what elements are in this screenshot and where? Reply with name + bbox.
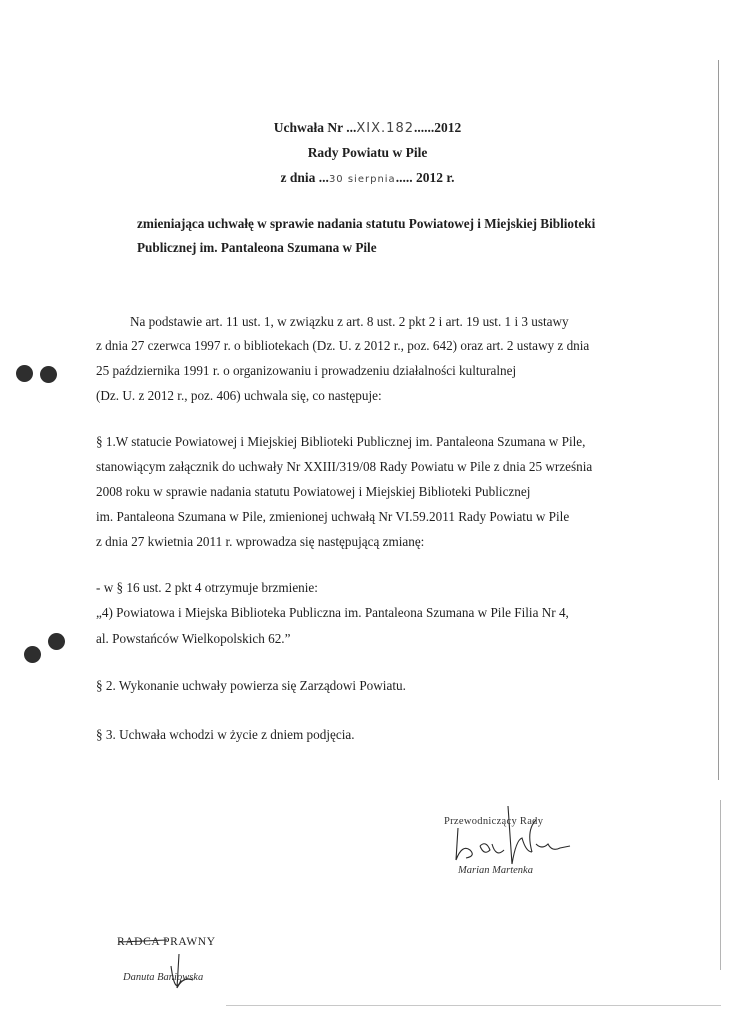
- scan-bottom-line: [226, 1005, 721, 1006]
- change-line: al. Powstańców Wielkopolskich 62.”: [96, 631, 291, 646]
- legal-counsel-title: RADCA PRAWNY: [117, 936, 216, 948]
- punch-hole: [24, 646, 41, 663]
- resolution-date: z dnia ...30 sierpnia..... 2012 r.: [280, 170, 455, 185]
- preamble-line: (Dz. U. z 2012 r., poz. 406) uchwala się, co następuje:: [96, 388, 382, 403]
- legal-counsel-stamp: [117, 936, 257, 996]
- scan-edge-line: [720, 800, 721, 970]
- punch-hole: [16, 365, 33, 382]
- change-line: „4) Powiatowa i Miejska Biblioteka Publiczna im. Pantaleona Szumana w Pile Filia Nr 4,: [96, 605, 569, 620]
- punch-hole: [40, 366, 57, 383]
- section-3: § 3. Uchwała wchodzi w życie z dniem podjęcia.: [96, 727, 355, 742]
- preamble-line: Na podstawie art. 11 ust. 1, w związku z art. 8 ust. 2 pkt 2 i art. 19 ust. 1 i 3 ustawy: [130, 314, 569, 329]
- signature-name: Marian Martenka: [458, 865, 533, 876]
- handwritten-signature: [436, 800, 586, 880]
- punch-hole: [48, 633, 65, 650]
- signature-title: Przewodniczący Rady: [444, 816, 544, 827]
- change-line: - w § 16 ust. 2 pkt 4 otrzymuje brzmienie:: [96, 580, 318, 595]
- scan-edge-line: [718, 60, 719, 780]
- council-name: Rady Powiatu w Pile: [307, 145, 428, 160]
- preamble-line: 25 października 1991 r. o organizowaniu i prowadzeniu działalności kulturalnej: [96, 363, 517, 378]
- subject-line: Publicznej im. Pantaleona Szumana w Pile: [137, 240, 377, 255]
- subject-line: zmieniająca uchwałę w sprawie nadania statutu Powiatowej i Miejskiej Biblioteki: [137, 216, 596, 231]
- section-1-line: 2008 roku w sprawie nadania statutu Powiatowej i Miejskiej Biblioteki Publicznej: [96, 484, 531, 499]
- resolution-subject: [137, 212, 657, 260]
- preamble-line: z dnia 27 czerwca 1997 r. o bibliotekach (Dz. U. z 2012 r., poz. 642) oraz art. 2 ustawy z dnia: [96, 338, 590, 353]
- chairman-signature-block: [436, 800, 586, 880]
- section-2: § 2. Wykonanie uchwały powierza się Zarządowi Powiatu.: [96, 678, 406, 693]
- section-1-line: im. Pantaleona Szumana w Pile, zmienionej uchwałą Nr VI.59.2011 Rady Powiatu w Pile: [96, 509, 570, 524]
- section-1-line: stanowiącym załącznik do uchwały Nr XXIII/319/08 Rady Powiatu w Pile z dnia 25 września: [96, 459, 593, 474]
- section-1-line: § 1.W statucie Powiatowej i Miejskiej Biblioteki Publicznej im. Pantaleona Szumana w Pile,: [96, 434, 586, 449]
- resolution-number: Uchwała Nr ...XIX.182......2012: [273, 120, 462, 136]
- legal-counsel-signature: [117, 936, 257, 996]
- section-1-line: z dnia 27 kwietnia 2011 r. wprowadza się następującą zmianę:: [96, 534, 425, 549]
- legal-counsel-name: Danuta Baniowska: [123, 972, 204, 983]
